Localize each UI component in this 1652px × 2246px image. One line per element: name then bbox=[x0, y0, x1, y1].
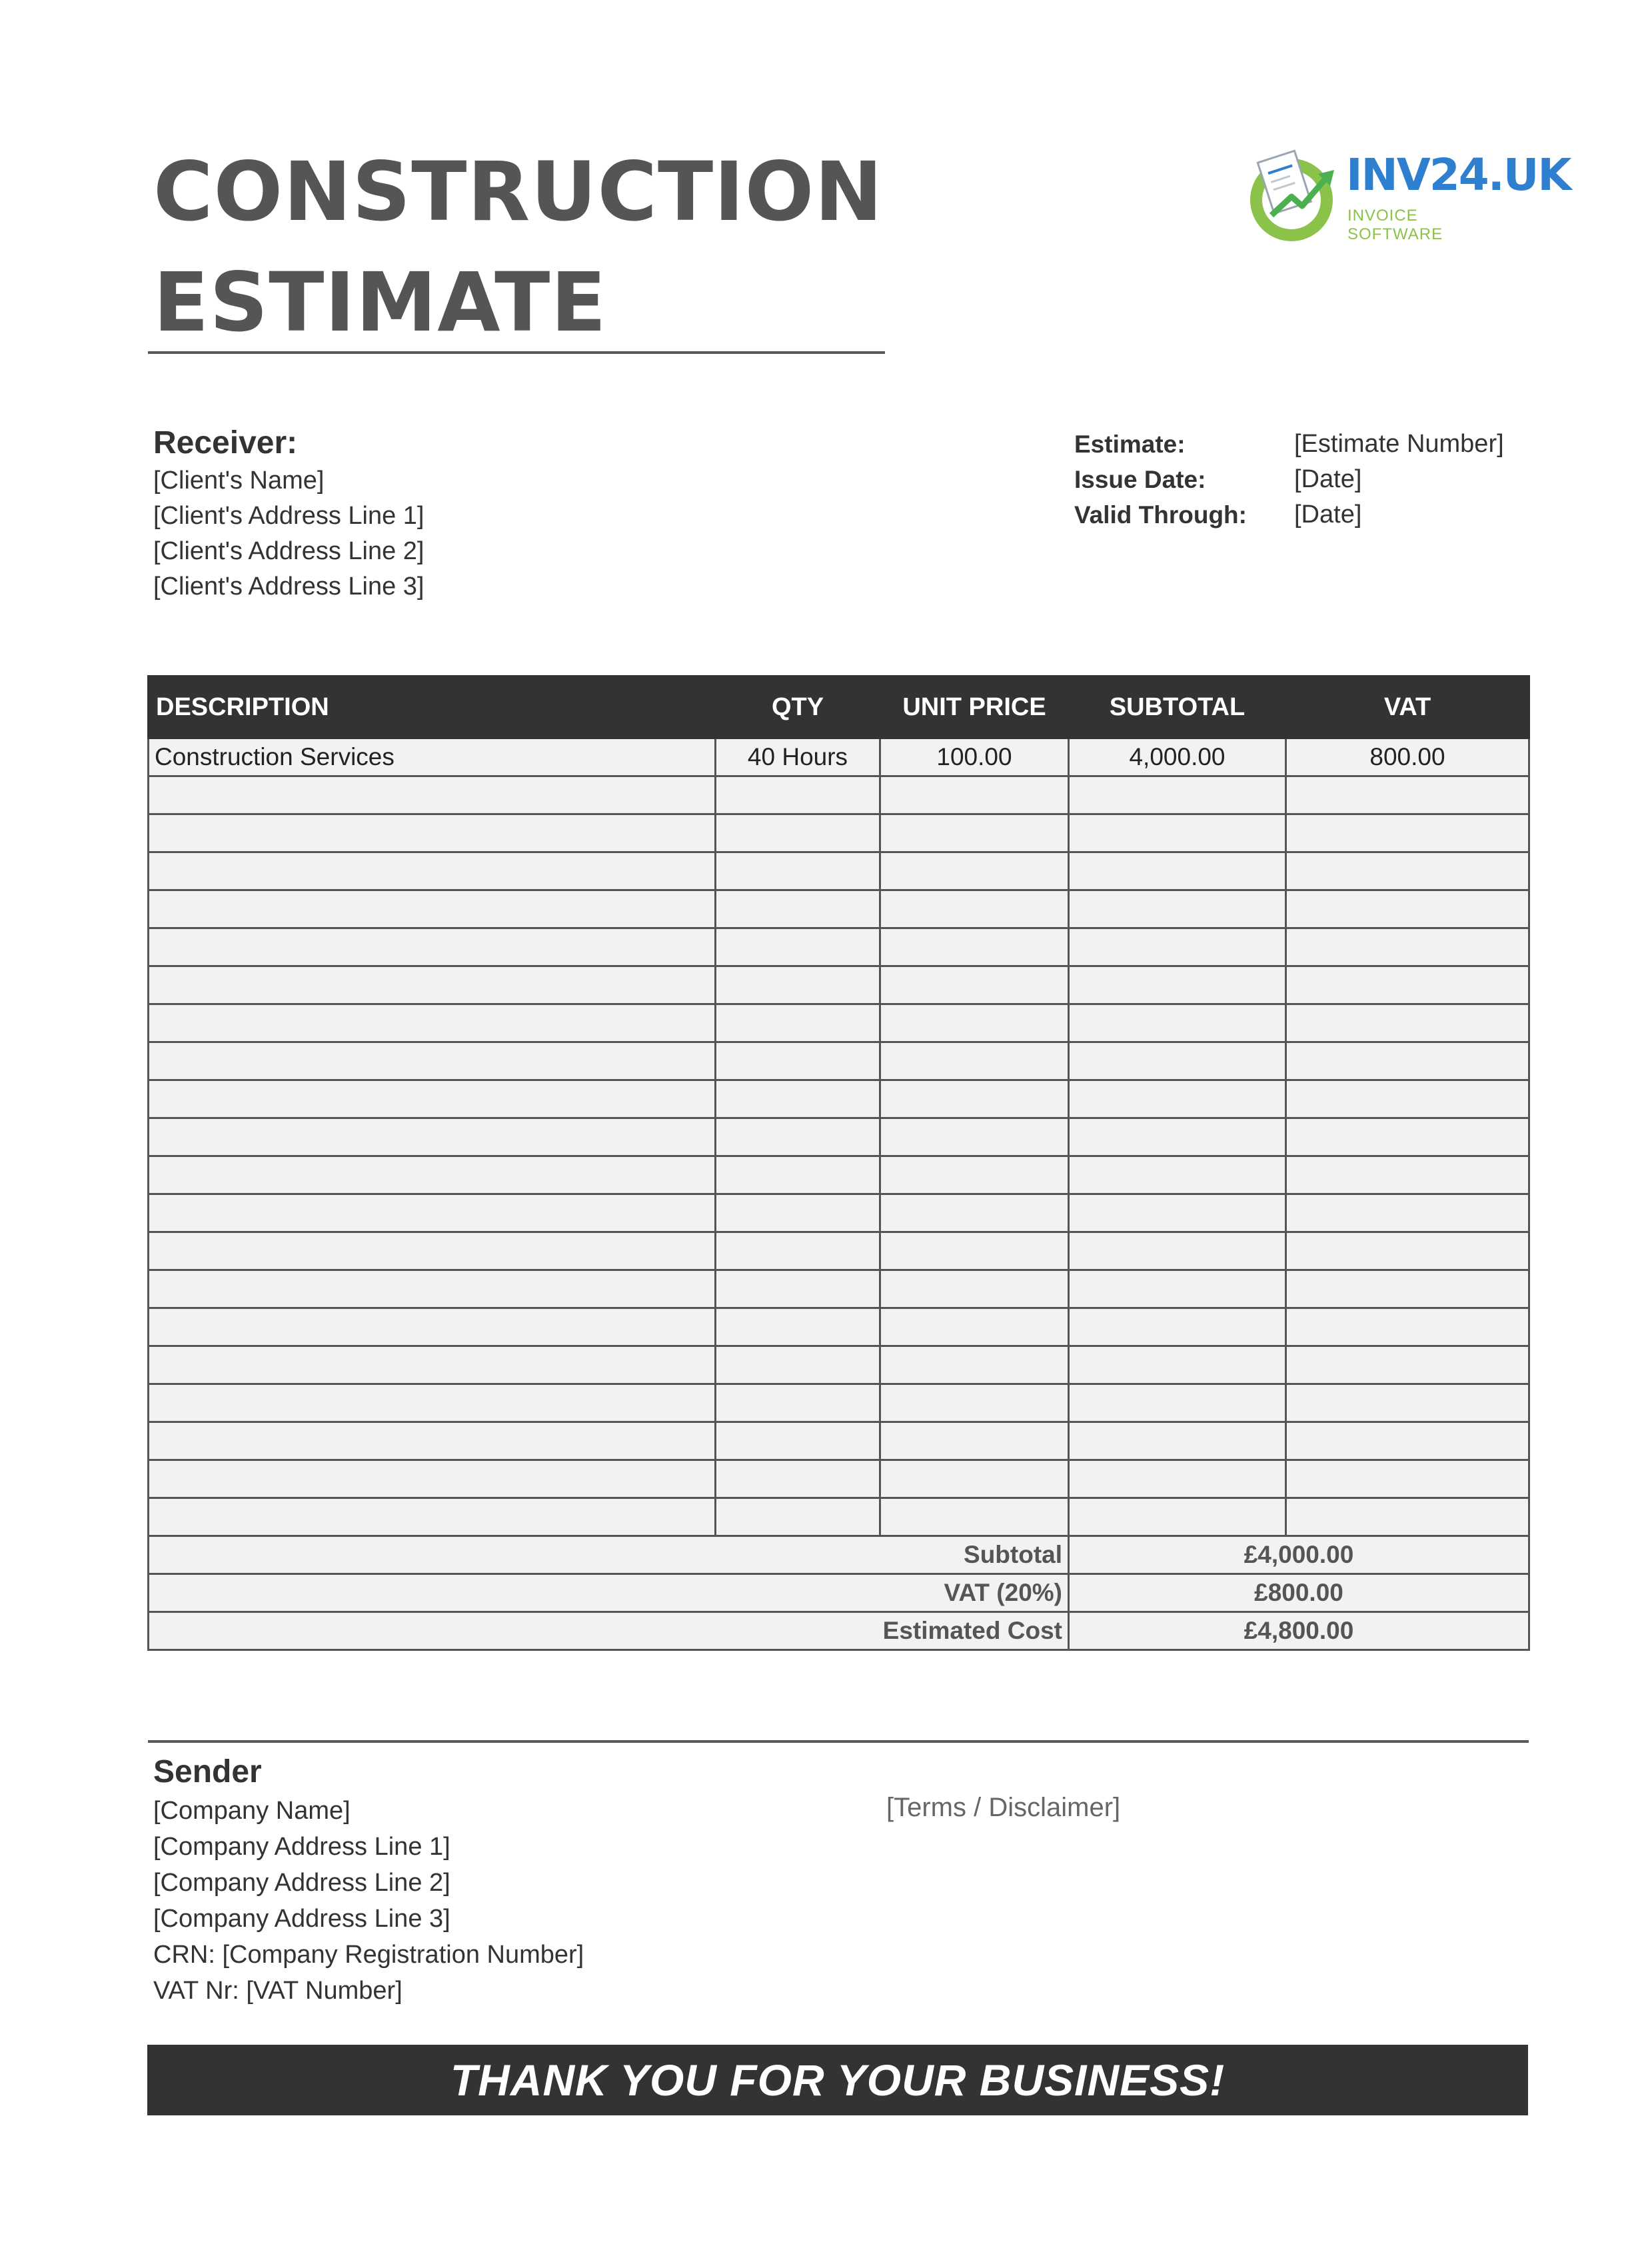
cell-unit-price[interactable] bbox=[880, 966, 1069, 1004]
meta-label: Estimate: bbox=[1074, 430, 1186, 458]
cell-vat[interactable] bbox=[1286, 1042, 1529, 1080]
cell-subtotal[interactable] bbox=[1069, 928, 1286, 966]
cell-unit-price[interactable]: 100.00 bbox=[880, 738, 1069, 776]
cell-qty[interactable] bbox=[716, 1042, 880, 1080]
meta-row-issue-date bbox=[1074, 462, 1504, 497]
cell-vat[interactable] bbox=[1286, 966, 1529, 1004]
cell-subtotal[interactable]: 4,000.00 bbox=[1069, 738, 1286, 776]
cell-unit-price[interactable] bbox=[880, 1194, 1069, 1232]
cell-description[interactable] bbox=[149, 928, 716, 966]
table-row bbox=[149, 1004, 1529, 1042]
sender-divider bbox=[148, 1740, 1529, 1743]
receiver-line: [Client's Address Line 1] bbox=[153, 502, 424, 530]
title-line-1: CONSTRUCTION bbox=[153, 145, 884, 239]
table-row bbox=[149, 1422, 1529, 1460]
cell-description[interactable] bbox=[149, 1308, 716, 1346]
cell-description[interactable] bbox=[149, 1118, 716, 1156]
logo-icon bbox=[1246, 137, 1346, 247]
cell-qty[interactable] bbox=[716, 1270, 880, 1308]
sender-block bbox=[153, 1751, 584, 2009]
cell-description[interactable] bbox=[149, 1080, 716, 1118]
cell-unit-price[interactable] bbox=[880, 1118, 1069, 1156]
cell-description[interactable] bbox=[149, 1194, 716, 1232]
title-divider bbox=[148, 351, 885, 354]
cell-qty[interactable]: 40 Hours bbox=[716, 738, 880, 776]
meta-label: Valid Through: bbox=[1074, 501, 1247, 529]
table-row bbox=[149, 852, 1529, 890]
receiver-block bbox=[153, 423, 424, 604]
table-row bbox=[149, 1346, 1529, 1384]
cell-subtotal[interactable] bbox=[1069, 1498, 1286, 1536]
cell-description[interactable] bbox=[149, 1384, 716, 1422]
cell-subtotal[interactable] bbox=[1069, 1270, 1286, 1308]
cell-vat[interactable] bbox=[1286, 1118, 1529, 1156]
table-row bbox=[149, 1194, 1529, 1232]
column-header-unit-price: UNIT PRICE bbox=[880, 676, 1069, 738]
cell-description[interactable] bbox=[149, 1498, 716, 1536]
receiver-line: [Client's Name] bbox=[153, 467, 325, 495]
cell-unit-price[interactable] bbox=[880, 1156, 1069, 1194]
cell-subtotal[interactable] bbox=[1069, 852, 1286, 890]
cell-qty[interactable] bbox=[716, 1194, 880, 1232]
table-row bbox=[149, 1308, 1529, 1346]
table-header-row bbox=[149, 676, 1529, 738]
table-row bbox=[149, 1384, 1529, 1422]
sender-line: [Company Address Line 3] bbox=[153, 1905, 450, 1933]
table-row bbox=[149, 1118, 1529, 1156]
cell-description[interactable] bbox=[149, 890, 716, 928]
cell-description[interactable] bbox=[149, 1270, 716, 1308]
cell-unit-price[interactable] bbox=[880, 1422, 1069, 1460]
table-row bbox=[149, 1498, 1529, 1536]
cell-vat[interactable] bbox=[1286, 1346, 1529, 1384]
table-row bbox=[149, 1156, 1529, 1194]
total-label: Subtotal bbox=[149, 1536, 1069, 1574]
cell-vat[interactable] bbox=[1286, 1232, 1529, 1270]
cell-description[interactable] bbox=[149, 1004, 716, 1042]
total-value: £4,000.00 bbox=[1069, 1536, 1529, 1574]
cell-subtotal[interactable] bbox=[1069, 1422, 1286, 1460]
cell-subtotal[interactable] bbox=[1069, 1080, 1286, 1118]
cell-qty[interactable] bbox=[716, 1004, 880, 1042]
table-row bbox=[149, 1042, 1529, 1080]
cell-qty[interactable] bbox=[716, 814, 880, 852]
cell-vat[interactable] bbox=[1286, 1004, 1529, 1042]
cell-description[interactable] bbox=[149, 1156, 716, 1194]
column-header-vat: VAT bbox=[1286, 676, 1529, 738]
cell-description[interactable] bbox=[149, 1042, 716, 1080]
table-row bbox=[149, 1080, 1529, 1118]
cell-description[interactable] bbox=[149, 1232, 716, 1270]
totals-row-subtotal bbox=[149, 1536, 1529, 1574]
sender-line: [Company Name] bbox=[153, 1797, 351, 1825]
cell-unit-price[interactable] bbox=[880, 1232, 1069, 1270]
sender-line: [Company Address Line 2] bbox=[153, 1869, 450, 1897]
column-header-qty: QTY bbox=[716, 676, 880, 738]
cell-unit-price[interactable] bbox=[880, 814, 1069, 852]
cell-description[interactable] bbox=[149, 1346, 716, 1384]
table-row bbox=[149, 814, 1529, 852]
cell-qty[interactable] bbox=[716, 776, 880, 814]
cell-vat[interactable] bbox=[1286, 1460, 1529, 1498]
cell-subtotal[interactable] bbox=[1069, 1004, 1286, 1042]
cell-subtotal[interactable] bbox=[1069, 1308, 1286, 1346]
total-label: VAT (20%) bbox=[149, 1574, 1069, 1612]
sender-line: VAT Nr: [VAT Number] bbox=[153, 1977, 403, 2005]
cell-qty[interactable] bbox=[716, 1080, 880, 1118]
company-logo bbox=[1246, 137, 1571, 247]
cell-unit-price[interactable] bbox=[880, 1346, 1069, 1384]
cell-unit-price[interactable] bbox=[880, 776, 1069, 814]
cell-subtotal[interactable] bbox=[1069, 1194, 1286, 1232]
sender-line: [Company Address Line 1] bbox=[153, 1833, 450, 1861]
cell-unit-price[interactable] bbox=[880, 1042, 1069, 1080]
table-row bbox=[149, 966, 1529, 1004]
cell-qty[interactable] bbox=[716, 1156, 880, 1194]
title-line-2: ESTIMATE bbox=[153, 255, 607, 350]
cell-subtotal[interactable] bbox=[1069, 1118, 1286, 1156]
cell-unit-price[interactable] bbox=[880, 1308, 1069, 1346]
total-value: £800.00 bbox=[1069, 1574, 1529, 1612]
cell-description[interactable] bbox=[149, 1460, 716, 1498]
cell-description[interactable] bbox=[149, 1422, 716, 1460]
cell-vat[interactable] bbox=[1286, 1498, 1529, 1536]
thank-you-banner: THANK YOU FOR YOUR BUSINESS! bbox=[147, 2045, 1528, 2115]
table-row bbox=[149, 890, 1529, 928]
sender-line: CRN: [Company Registration Number] bbox=[153, 1941, 584, 1969]
cell-description[interactable] bbox=[149, 814, 716, 852]
cell-qty[interactable] bbox=[716, 928, 880, 966]
estimate-meta bbox=[1074, 427, 1504, 533]
column-header-description: DESCRIPTION bbox=[149, 676, 716, 738]
cell-vat[interactable] bbox=[1286, 776, 1529, 814]
cell-vat[interactable] bbox=[1286, 1384, 1529, 1422]
cell-unit-price[interactable] bbox=[880, 1498, 1069, 1536]
cell-unit-price[interactable] bbox=[880, 890, 1069, 928]
cell-qty[interactable] bbox=[716, 1232, 880, 1270]
cell-unit-price[interactable] bbox=[880, 928, 1069, 966]
cell-description[interactable] bbox=[149, 966, 716, 1004]
sender-heading: Sender bbox=[153, 1754, 262, 1789]
receiver-heading: Receiver: bbox=[153, 425, 298, 461]
logo-tagline: INVOICE SOFTWARE bbox=[1347, 207, 1443, 243]
cell-subtotal[interactable] bbox=[1069, 890, 1286, 928]
logo-name: INV24.UK bbox=[1346, 149, 1571, 201]
cell-qty[interactable] bbox=[716, 1460, 880, 1498]
table-row bbox=[149, 1232, 1529, 1270]
cell-unit-price[interactable] bbox=[880, 1460, 1069, 1498]
table-row bbox=[149, 738, 1529, 776]
totals-row-vat bbox=[149, 1574, 1529, 1612]
meta-row-estimate bbox=[1074, 427, 1504, 462]
cell-subtotal[interactable] bbox=[1069, 1460, 1286, 1498]
cell-vat[interactable]: 800.00 bbox=[1286, 738, 1529, 776]
receiver-line: [Client's Address Line 3] bbox=[153, 572, 424, 600]
cell-unit-price[interactable] bbox=[880, 1080, 1069, 1118]
cell-unit-price[interactable] bbox=[880, 1384, 1069, 1422]
cell-vat[interactable] bbox=[1286, 890, 1529, 928]
cell-qty[interactable] bbox=[716, 1384, 880, 1422]
cell-vat[interactable] bbox=[1286, 814, 1529, 852]
cell-qty[interactable] bbox=[716, 1498, 880, 1536]
cell-vat[interactable] bbox=[1286, 1080, 1529, 1118]
cell-unit-price[interactable] bbox=[880, 1270, 1069, 1308]
cell-vat[interactable] bbox=[1286, 1194, 1529, 1232]
cell-subtotal[interactable] bbox=[1069, 966, 1286, 1004]
cell-subtotal[interactable] bbox=[1069, 776, 1286, 814]
cell-vat[interactable] bbox=[1286, 852, 1529, 890]
cell-subtotal[interactable] bbox=[1069, 1384, 1286, 1422]
cell-subtotal[interactable] bbox=[1069, 1232, 1286, 1270]
meta-value: [Estimate Number] bbox=[1294, 430, 1504, 458]
cell-vat[interactable] bbox=[1286, 1156, 1529, 1194]
cell-subtotal[interactable] bbox=[1069, 814, 1286, 852]
cell-description[interactable] bbox=[149, 776, 716, 814]
cell-qty[interactable] bbox=[716, 966, 880, 1004]
cell-qty[interactable] bbox=[716, 1308, 880, 1346]
table-row bbox=[149, 776, 1529, 814]
cell-subtotal[interactable] bbox=[1069, 1346, 1286, 1384]
cell-unit-price[interactable] bbox=[880, 852, 1069, 890]
total-value: £4,800.00 bbox=[1069, 1612, 1529, 1650]
cell-vat[interactable] bbox=[1286, 928, 1529, 966]
table-row bbox=[149, 928, 1529, 966]
meta-row-valid-through bbox=[1074, 497, 1504, 533]
receiver-line: [Client's Address Line 2] bbox=[153, 537, 424, 565]
meta-value: [Date] bbox=[1294, 465, 1362, 493]
items-table bbox=[147, 675, 1530, 1651]
cell-qty[interactable] bbox=[716, 1118, 880, 1156]
table-row bbox=[149, 1460, 1529, 1498]
cell-qty[interactable] bbox=[716, 1346, 880, 1384]
meta-label: Issue Date: bbox=[1074, 465, 1206, 493]
cell-description[interactable] bbox=[149, 852, 716, 890]
cell-vat[interactable] bbox=[1286, 1270, 1529, 1308]
cell-vat[interactable] bbox=[1286, 1308, 1529, 1346]
totals-row-estimated-cost bbox=[149, 1612, 1529, 1650]
cell-unit-price[interactable] bbox=[880, 1004, 1069, 1042]
cell-qty[interactable] bbox=[716, 890, 880, 928]
cell-subtotal[interactable] bbox=[1069, 1156, 1286, 1194]
meta-value: [Date] bbox=[1294, 501, 1362, 529]
cell-subtotal[interactable] bbox=[1069, 1042, 1286, 1080]
cell-qty[interactable] bbox=[716, 852, 880, 890]
column-header-subtotal: SUBTOTAL bbox=[1069, 676, 1286, 738]
cell-description[interactable]: Construction Services bbox=[149, 738, 716, 776]
document-title bbox=[153, 137, 953, 358]
terms-disclaimer: [Terms / Disclaimer] bbox=[886, 1793, 1121, 1822]
cell-qty[interactable] bbox=[716, 1422, 880, 1460]
table-row bbox=[149, 1270, 1529, 1308]
cell-vat[interactable] bbox=[1286, 1422, 1529, 1460]
total-label: Estimated Cost bbox=[149, 1612, 1069, 1650]
